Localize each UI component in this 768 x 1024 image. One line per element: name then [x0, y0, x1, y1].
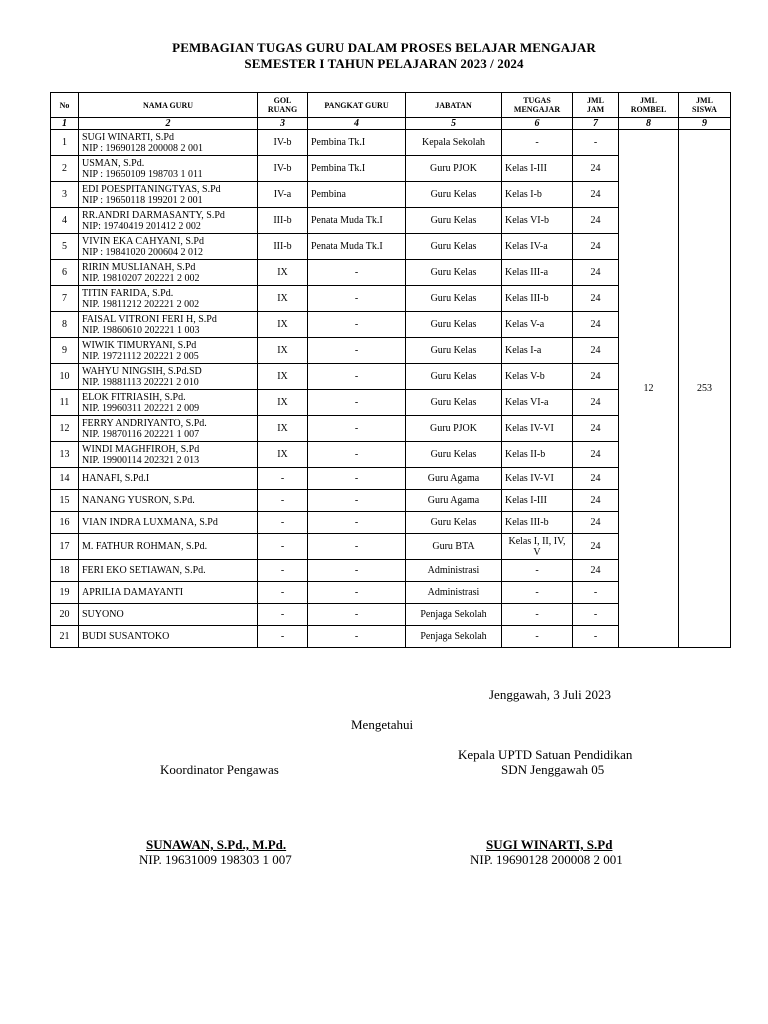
teacher-nip: NIP : 19841020 200604 2 012	[82, 246, 204, 258]
teacher-name: VIVIN EKA CAHYANI, S.Pd	[82, 235, 204, 247]
cell-pangkat: Pembina Tk.I	[308, 156, 406, 182]
cell-gol-ruang: -	[258, 468, 308, 490]
teacher-name: WAHYU NINGSIH, S.Pd.SD	[82, 365, 202, 377]
cell-nama-guru	[79, 156, 258, 182]
header-jabatan: JABATAN	[406, 93, 502, 118]
cell-tugas: Kelas III-a	[502, 260, 573, 286]
teacher-nip: NIP. 19810207 202221 2 002	[82, 272, 200, 284]
cell-pangkat: -	[308, 312, 406, 338]
teacher-nip: NIP : 19690128 200008 2 001	[82, 142, 204, 154]
cell-no: 20	[51, 604, 79, 626]
cell-jabatan: Guru Kelas	[406, 234, 502, 260]
cell-nama-guru	[79, 234, 258, 260]
cell-pangkat: -	[308, 512, 406, 534]
cell-jabatan: Administrasi	[406, 560, 502, 582]
cell-tugas: -	[502, 604, 573, 626]
cell-jabatan: Guru Kelas	[406, 338, 502, 364]
cell-no: 8	[51, 312, 79, 338]
column-number: 7	[573, 118, 619, 130]
cell-gol-ruang: IX	[258, 260, 308, 286]
cell-pangkat: -	[308, 468, 406, 490]
cell-jabatan: Guru Agama	[406, 468, 502, 490]
mengetahui-label: Mengetahui	[351, 717, 414, 732]
table-body	[51, 130, 731, 648]
cell-nama-guru	[79, 312, 258, 338]
cell-tugas: Kelas I, II, IV, V	[502, 534, 573, 560]
cell-jml-rombel: 12	[619, 130, 679, 648]
cell-nama-guru	[79, 130, 258, 156]
teacher-nip: NIP. 19960311 202221 2 009	[82, 402, 200, 414]
principal-name: SUGI WINARTI, S.Pd	[486, 837, 613, 852]
cell-pangkat: -	[308, 416, 406, 442]
cell-jml-jam: -	[573, 626, 619, 648]
cell-nama-guru	[79, 286, 258, 312]
cell-tugas: Kelas I-III	[502, 156, 573, 182]
teacher-nip: NIP. 19870116 202221 1 007	[82, 428, 200, 440]
cell-jabatan: Guru Kelas	[406, 442, 502, 468]
cell-gol-ruang: IX	[258, 364, 308, 390]
cell-gol-ruang: -	[258, 582, 308, 604]
teacher-name: ELOK FITRIASIH, S.Pd.	[82, 391, 186, 403]
cell-nama-guru	[79, 468, 258, 490]
cell-tugas: Kelas III-b	[502, 286, 573, 312]
cell-tugas: Kelas V-a	[502, 312, 573, 338]
cell-jml-jam: 24	[573, 468, 619, 490]
teacher-name: VIAN INDRA LUXMANA, S.Pd	[82, 517, 218, 528]
supervisor-nip: NIP. 19631009 198303 1 007	[139, 852, 292, 867]
cell-nama-guru	[79, 390, 258, 416]
header-nama-guru: NAMA GURU	[79, 93, 258, 118]
teacher-nip: NIP : 19650109 198703 1 011	[82, 168, 203, 180]
teacher-name: NANANG YUSRON, S.Pd.	[82, 495, 195, 506]
cell-pangkat: -	[308, 490, 406, 512]
cell-jml-jam: 24	[573, 208, 619, 234]
cell-tugas: -	[502, 130, 573, 156]
cell-jml-jam: 24	[573, 364, 619, 390]
cell-tugas: Kelas I-a	[502, 338, 573, 364]
cell-jml-jam: 24	[573, 416, 619, 442]
column-number: 5	[406, 118, 502, 130]
document-subtitle: SEMESTER I TAHUN PELAJARAN 2023 / 2024	[244, 56, 524, 71]
cell-jabatan: Guru Kelas	[406, 260, 502, 286]
cell-tugas: -	[502, 582, 573, 604]
column-number: 8	[619, 118, 679, 130]
cell-gol-ruang: -	[258, 604, 308, 626]
cell-no: 14	[51, 468, 79, 490]
cell-no: 21	[51, 626, 79, 648]
cell-jabatan: Administrasi	[406, 582, 502, 604]
column-number: 2	[79, 118, 258, 130]
cell-gol-ruang: -	[258, 626, 308, 648]
cell-pangkat: -	[308, 560, 406, 582]
teacher-nip: NIP. 19721112 202221 2 005	[82, 350, 199, 362]
cell-no: 12	[51, 416, 79, 442]
cell-gol-ruang: -	[258, 512, 308, 534]
teacher-name: SUYONO	[82, 609, 124, 620]
cell-nama-guru	[79, 416, 258, 442]
cell-no: 7	[51, 286, 79, 312]
place-date: Jenggawah, 3 Juli 2023	[489, 687, 612, 702]
cell-jabatan: Guru Agama	[406, 490, 502, 512]
cell-pangkat: -	[308, 582, 406, 604]
cell-pangkat: Penata Muda Tk.I	[308, 208, 406, 234]
cell-tugas: Kelas II-b	[502, 442, 573, 468]
supervisor-title: Koordinator Pengawas	[160, 762, 279, 777]
cell-gol-ruang: -	[258, 534, 308, 560]
cell-nama-guru	[79, 534, 258, 560]
teacher-name: M. FATHUR ROHMAN, S.Pd.	[82, 541, 208, 552]
cell-jabatan: Guru Kelas	[406, 390, 502, 416]
cell-jml-jam: 24	[573, 286, 619, 312]
cell-no: 3	[51, 182, 79, 208]
cell-gol-ruang: IV-a	[258, 182, 308, 208]
cell-jabatan: Guru Kelas	[406, 312, 502, 338]
teacher-name: RIRIN MUSLIANAH, S.Pd	[82, 261, 196, 273]
cell-no: 9	[51, 338, 79, 364]
teacher-nip: NIP. 19811212 202221 2 002	[82, 298, 200, 310]
cell-nama-guru	[79, 364, 258, 390]
cell-gol-ruang: III-b	[258, 208, 308, 234]
cell-jml-jam: 24	[573, 234, 619, 260]
teacher-name: RR.ANDRI DARMASANTY, S.Pd	[82, 209, 225, 221]
cell-pangkat: Pembina Tk.I	[308, 130, 406, 156]
teacher-name: SUGI WINARTI, S.Pd	[82, 131, 174, 143]
cell-gol-ruang: IX	[258, 390, 308, 416]
cell-pangkat: -	[308, 390, 406, 416]
teacher-name: EDI POESPITANINGTYAS, S.Pd	[82, 183, 221, 195]
supervisor-name: SUNAWAN, S.Pd., M.Pd.	[146, 837, 287, 852]
cell-tugas: -	[502, 626, 573, 648]
cell-no: 5	[51, 234, 79, 260]
header-jml-siswa: JML SISWA	[679, 93, 731, 118]
cell-jml-jam: 24	[573, 182, 619, 208]
cell-pangkat: -	[308, 260, 406, 286]
teacher-name: WIWIK TIMURYANI, S.Pd	[82, 339, 197, 351]
header-no: No	[51, 93, 79, 118]
cell-jabatan: Guru PJOK	[406, 416, 502, 442]
cell-tugas: Kelas V-b	[502, 364, 573, 390]
column-number: 6	[502, 118, 573, 130]
cell-jabatan: Guru Kelas	[406, 182, 502, 208]
cell-pangkat: -	[308, 442, 406, 468]
teacher-nip: NIP. 19881113 202221 2 010	[82, 376, 199, 388]
cell-pangkat: -	[308, 338, 406, 364]
teacher-name: HANAFI, S.Pd.I	[82, 473, 150, 484]
cell-jabatan: Guru Kelas	[406, 364, 502, 390]
column-number: 1	[51, 118, 79, 130]
cell-tugas: -	[502, 560, 573, 582]
cell-no: 4	[51, 208, 79, 234]
table-row	[51, 130, 731, 156]
header-tugas-mengajar: TUGAS MENGAJAR	[502, 93, 573, 118]
cell-tugas: Kelas III-b	[502, 512, 573, 534]
principal-nip: NIP. 19690128 200008 2 001	[470, 852, 623, 867]
teacher-name: FAISAL VITRONI FERI H, S.Pd	[82, 313, 217, 325]
cell-no: 18	[51, 560, 79, 582]
teacher-nip: NIP. 19860610 202221 1 003	[82, 324, 200, 336]
cell-nama-guru	[79, 490, 258, 512]
header-jml-jam: JML JAM	[573, 93, 619, 118]
cell-jml-jam: -	[573, 130, 619, 156]
cell-no: 2	[51, 156, 79, 182]
cell-jabatan: Guru Kelas	[406, 286, 502, 312]
cell-no: 1	[51, 130, 79, 156]
cell-gol-ruang: IX	[258, 312, 308, 338]
cell-pangkat: Pembina	[308, 182, 406, 208]
cell-jml-jam: 24	[573, 312, 619, 338]
teacher-name: FERRY ANDRIYANTO, S.Pd.	[82, 417, 207, 429]
teacher-assignment-table	[50, 92, 731, 648]
column-number-row	[51, 118, 731, 130]
cell-jml-jam: 24	[573, 560, 619, 582]
cell-pangkat: -	[308, 604, 406, 626]
cell-jabatan: Guru Kelas	[406, 208, 502, 234]
teacher-name: APRILIA DAMAYANTI	[82, 587, 184, 598]
principal-title: Kepala UPTD Satuan Pendidikan	[458, 747, 633, 762]
cell-no: 6	[51, 260, 79, 286]
teacher-name: FERI EKO SETIAWAN, S.Pd.	[82, 565, 206, 576]
cell-nama-guru	[79, 582, 258, 604]
column-number: 9	[679, 118, 731, 130]
cell-tugas: Kelas IV-VI	[502, 416, 573, 442]
cell-jml-jam: 24	[573, 260, 619, 286]
school-name: SDN Jenggawah 05	[501, 762, 605, 777]
teacher-name: USMAN, S.Pd.	[82, 157, 145, 169]
teacher-nip: NIP: 19740419 201412 2 002	[82, 220, 201, 232]
header-pangkat-guru: PANGKAT GURU	[308, 93, 406, 118]
cell-no: 15	[51, 490, 79, 512]
cell-tugas: Kelas I-III	[502, 490, 573, 512]
cell-jml-jam: 24	[573, 338, 619, 364]
cell-nama-guru	[79, 338, 258, 364]
cell-jml-jam: 24	[573, 512, 619, 534]
cell-gol-ruang: IX	[258, 442, 308, 468]
cell-gol-ruang: IV-b	[258, 156, 308, 182]
cell-jml-jam: 24	[573, 390, 619, 416]
cell-jml-jam: 24	[573, 156, 619, 182]
cell-nama-guru	[79, 626, 258, 648]
cell-jml-jam: -	[573, 582, 619, 604]
cell-gol-ruang: -	[258, 490, 308, 512]
cell-jabatan: Guru BTA	[406, 534, 502, 560]
cell-nama-guru	[79, 260, 258, 286]
cell-gol-ruang: IX	[258, 338, 308, 364]
cell-nama-guru	[79, 208, 258, 234]
teacher-name: BUDI SUSANTOKO	[82, 631, 170, 642]
cell-jml-siswa: 253	[679, 130, 731, 648]
cell-jabatan: Penjaga Sekolah	[406, 604, 502, 626]
cell-pangkat: -	[308, 626, 406, 648]
cell-tugas: Kelas VI-a	[502, 390, 573, 416]
cell-no: 13	[51, 442, 79, 468]
cell-jabatan: Penjaga Sekolah	[406, 626, 502, 648]
cell-gol-ruang: IX	[258, 286, 308, 312]
cell-no: 10	[51, 364, 79, 390]
cell-pangkat: -	[308, 286, 406, 312]
teacher-name: WINDI MAGHFIROH, S.Pd	[82, 443, 200, 455]
table-header-row	[51, 93, 731, 118]
cell-gol-ruang: IV-b	[258, 130, 308, 156]
cell-pangkat: -	[308, 534, 406, 560]
document-title: PEMBAGIAN TUGAS GURU DALAM PROSES BELAJAR MENGAJAR	[172, 40, 596, 55]
cell-no: 16	[51, 512, 79, 534]
cell-tugas: Kelas VI-b	[502, 208, 573, 234]
cell-gol-ruang: IX	[258, 416, 308, 442]
cell-gol-ruang: III-b	[258, 234, 308, 260]
teacher-nip: NIP : 19650118 199201 2 001	[82, 194, 203, 206]
cell-jabatan: Guru PJOK	[406, 156, 502, 182]
cell-tugas: Kelas I-b	[502, 182, 573, 208]
teacher-nip: NIP. 19900114 202321 2 013	[82, 454, 200, 466]
cell-pangkat: -	[308, 364, 406, 390]
cell-jml-jam: -	[573, 604, 619, 626]
cell-jml-jam: 24	[573, 490, 619, 512]
column-number: 4	[308, 118, 406, 130]
cell-nama-guru	[79, 512, 258, 534]
column-number: 3	[258, 118, 308, 130]
cell-jml-jam: 24	[573, 534, 619, 560]
cell-tugas: Kelas IV-a	[502, 234, 573, 260]
header-gol-ruang: GOL RUANG	[258, 93, 308, 118]
cell-gol-ruang: -	[258, 560, 308, 582]
teacher-name: TITIN FARIDA, S.Pd.	[82, 287, 174, 299]
cell-tugas: Kelas IV-VI	[502, 468, 573, 490]
cell-no: 19	[51, 582, 79, 604]
header-jml-rombel: JML ROMBEL	[619, 93, 679, 118]
cell-no: 17	[51, 534, 79, 560]
cell-pangkat: Penata Muda Tk.I	[308, 234, 406, 260]
cell-jml-jam: 24	[573, 442, 619, 468]
cell-nama-guru	[79, 560, 258, 582]
cell-nama-guru	[79, 604, 258, 626]
cell-nama-guru	[79, 442, 258, 468]
cell-jabatan: Kepala Sekolah	[406, 130, 502, 156]
cell-no: 11	[51, 390, 79, 416]
cell-jabatan: Guru Kelas	[406, 512, 502, 534]
cell-nama-guru	[79, 182, 258, 208]
